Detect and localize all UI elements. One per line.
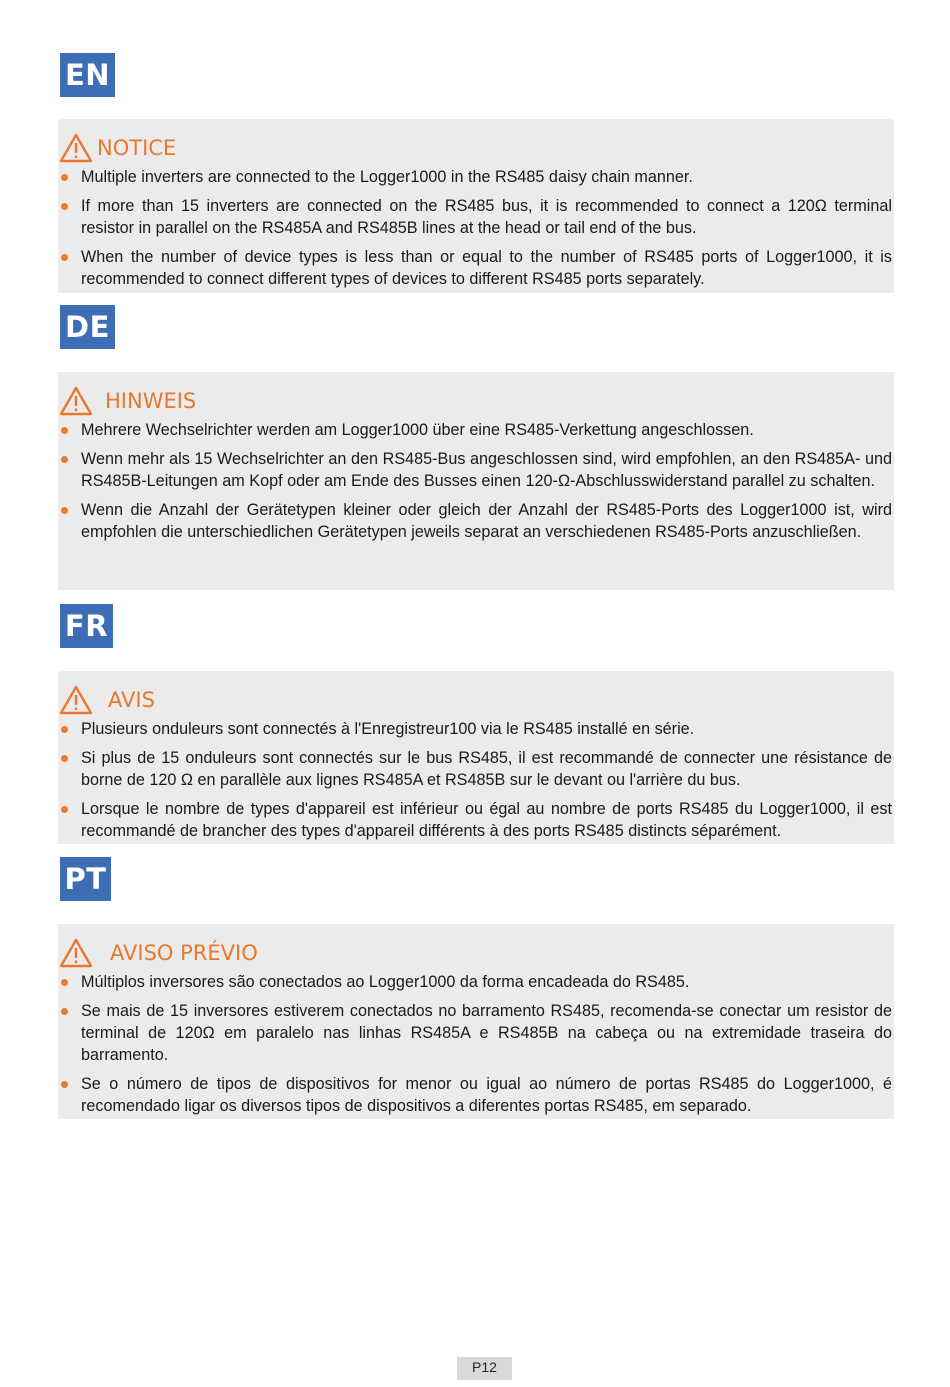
list-item: Wenn mehr als 15 Wechselrichter an den RS485-Bus angeschlossen sind, wird empfohlen, an den RS485A- und RS485B-Leitungen am Kopf oder am Ende des Busses einen 120-Ω-Abschlusswiderstand parallel zu schalten. — [58, 448, 892, 492]
lang-badge-en: EN — [60, 53, 115, 97]
notice-title: AVIS — [108, 688, 155, 712]
notice-box-fr — [58, 671, 894, 844]
bullet-icon — [61, 203, 68, 210]
bullet-icon — [61, 979, 68, 986]
lang-badge-pt: PT — [60, 857, 111, 901]
list-item: Se mais de 15 inversores estiverem conectados no barramento RS485, recomenda-se conectar um resistor de terminal de 120Ω em paralelo nas linhas RS485A e RS485B na cabeça ou na extremidade traseira do barramento. — [58, 1000, 892, 1066]
notice-box-pt — [58, 924, 894, 1119]
list-item: Multiple inverters are connected to the Logger1000 in the RS485 daisy chain manner. — [58, 166, 892, 188]
notice-box-de — [58, 372, 894, 590]
bullet-icon — [61, 1008, 68, 1015]
list-item: Wenn die Anzahl der Gerätetypen kleiner oder gleich der Anzahl der RS485-Ports des Logger1000 ist, wird empfohlen die unterschiedlichen Gerätetypen jeweils separat an verschiedenen RS485-Ports anzuschließen. — [58, 499, 892, 543]
notice-box-en — [58, 119, 894, 293]
notice-title: HINWEIS — [105, 389, 197, 413]
list-item: When the number of device types is less than or equal to the number of RS485 ports of Logger1000, it is recommended to connect different types of devices to different RS485 ports separately. — [58, 246, 892, 290]
list-item: Mehrere Wechselrichter werden am Logger1000 über eine RS485-Verkettung angeschlossen. — [58, 419, 892, 441]
bullet-icon — [61, 254, 68, 261]
warning-triangle-icon — [59, 938, 93, 968]
list-item: Se o número de tipos de dispositivos for menor ou igual ao número de portas RS485 do Logger1000, é recomendado ligar os diversos tipos de dispositivos a diferentes portas RS485, em separado. — [58, 1073, 892, 1117]
warning-triangle-icon — [59, 685, 93, 715]
notice-heading — [58, 386, 892, 416]
bullet-icon — [61, 507, 68, 514]
notice-heading — [58, 938, 892, 968]
warning-triangle-icon — [59, 133, 93, 163]
bullet-icon — [61, 755, 68, 762]
bullet-icon — [61, 427, 68, 434]
lang-badge-fr: FR — [60, 604, 113, 648]
notice-title: AVISO PRÉVIO — [110, 941, 258, 965]
notice-heading — [58, 685, 892, 715]
notice-list — [58, 971, 892, 1117]
list-item: If more than 15 inverters are connected on the RS485 bus, it is recommended to connect a 120Ω terminal resistor in parallel on the RS485A and RS485B lines at the head or tail end of the bus. — [58, 195, 892, 239]
bullet-icon — [61, 806, 68, 813]
list-item: Si plus de 15 onduleurs sont connectés sur le bus RS485, il est recommandé de connecter une résistance de borne de 120 Ω en parallèle aux lignes RS485A et RS485B sur le devant ou l'arrière du bus. — [58, 747, 892, 791]
bullet-icon — [61, 1081, 68, 1088]
list-item: Plusieurs onduleurs sont connectés à l'Enregistreur100 via le RS485 installé en série. — [58, 718, 892, 740]
list-item: Lorsque le nombre de types d'appareil est inférieur ou égal au nombre de ports RS485 du Logger1000, il est recommandé de brancher des types d'appareil différents à des ports RS485 distincts séparément. — [58, 798, 892, 842]
notice-title: NOTICE — [97, 136, 177, 160]
list-item: Múltiplos inversores são conectados ao Logger1000 da forma encadeada do RS485. — [58, 971, 892, 993]
bullet-icon — [61, 726, 68, 733]
page-number: P12 — [457, 1357, 512, 1380]
warning-triangle-icon — [59, 386, 93, 416]
lang-badge-de: DE — [60, 305, 115, 349]
notice-list — [58, 718, 892, 842]
notice-list — [58, 166, 892, 290]
bullet-icon — [61, 456, 68, 463]
bullet-icon — [61, 174, 68, 181]
notice-list — [58, 419, 892, 543]
notice-heading — [58, 133, 892, 163]
